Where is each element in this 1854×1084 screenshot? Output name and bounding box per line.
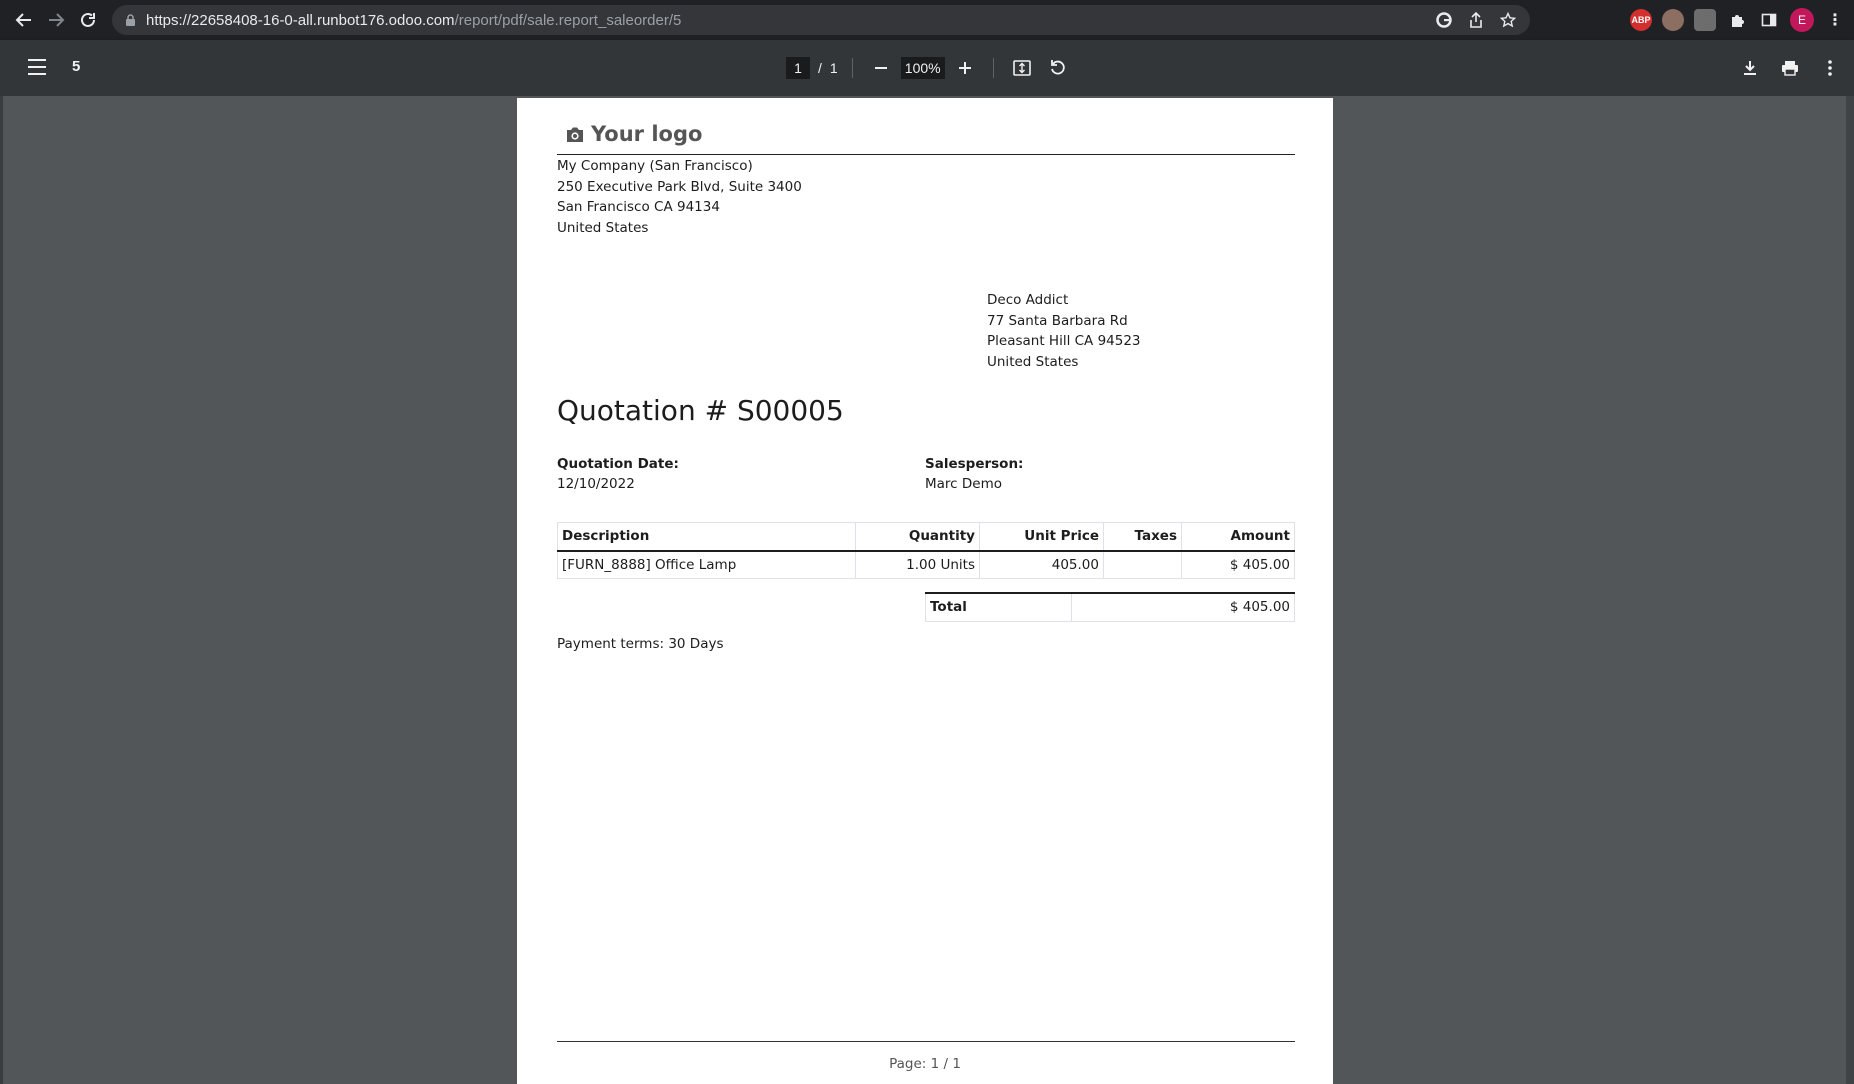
download-button[interactable] — [1736, 54, 1764, 82]
table-header-row — [558, 523, 1295, 551]
company-address — [557, 156, 802, 238]
page-zoom-controls — [786, 54, 1072, 82]
extension-icon[interactable] — [1694, 9, 1716, 31]
side-panel-icon[interactable] — [1758, 9, 1780, 31]
column-header: Description — [558, 523, 856, 551]
profile-avatar[interactable]: E — [1790, 8, 1814, 32]
page-count: 1 — [829, 60, 838, 76]
column-header: Amount — [1182, 523, 1295, 551]
address-line: 250 Executive Park Blvd, Suite 3400 — [557, 178, 802, 195]
zoom-out-button[interactable] — [867, 54, 895, 82]
quotation-title: Quotation # S00005 — [557, 394, 844, 427]
minus-icon — [874, 61, 888, 75]
page-number-input[interactable]: 1 — [786, 57, 810, 79]
header-divider — [557, 154, 1295, 155]
quotation-date — [557, 454, 679, 494]
salesperson-value: Marc Demo — [925, 476, 1002, 492]
payment-terms: Payment terms: 30 Days — [557, 636, 724, 652]
address-line: United States — [557, 219, 649, 236]
total-label: Total — [926, 593, 1072, 621]
arrow-right-icon — [47, 11, 65, 29]
cell-taxes — [1104, 551, 1182, 579]
page-footer: Page: 1 / 1 — [889, 1056, 961, 1072]
camera-icon — [565, 126, 585, 143]
kebab-menu-icon — [1828, 60, 1832, 76]
address-line: United States — [987, 353, 1079, 370]
customer-address — [987, 290, 1141, 372]
cell-amount: $ 405.00 — [1182, 551, 1295, 579]
salesperson — [925, 454, 1023, 494]
address-line: Pleasant Hill CA 94523 — [987, 333, 1141, 349]
total-value: $ 405.00 — [1072, 593, 1295, 621]
share-icon[interactable] — [1466, 10, 1486, 30]
browser-toolbar — [0, 0, 1854, 40]
total-row — [926, 593, 1295, 621]
divider — [993, 58, 994, 78]
extensions-area — [1630, 8, 1846, 32]
address-line: My Company (San Francisco) — [557, 158, 753, 174]
reload-button[interactable] — [74, 6, 102, 34]
address-line: San Francisco CA 94134 — [557, 199, 720, 215]
fit-page-button[interactable] — [1008, 54, 1036, 82]
extension-icon[interactable] — [1662, 9, 1684, 31]
forward-button[interactable] — [42, 6, 70, 34]
more-options-button[interactable] — [1816, 54, 1844, 82]
totals-table — [925, 592, 1295, 622]
salesperson-label: Salesperson: — [925, 456, 1024, 472]
address-line: Deco Addict — [987, 292, 1069, 308]
puzzle-icon[interactable] — [1726, 9, 1748, 31]
lock-icon — [124, 14, 136, 26]
logo-text: Your logo — [591, 122, 703, 146]
column-header: Taxes — [1104, 523, 1182, 551]
back-button[interactable] — [10, 6, 38, 34]
pdf-page — [517, 98, 1333, 1084]
company-logo — [565, 122, 702, 146]
print-button[interactable] — [1776, 54, 1804, 82]
zoom-level-input[interactable]: 100% — [901, 57, 945, 79]
document-title: 5 — [72, 58, 81, 75]
vertical-scrollbar[interactable] — [1846, 96, 1854, 1084]
pdf-toolbar — [0, 40, 1854, 96]
zoom-in-button[interactable] — [951, 54, 979, 82]
date-value: 12/10/2022 — [557, 476, 635, 492]
reload-icon — [79, 11, 97, 29]
rotate-ccw-icon — [1049, 59, 1067, 77]
rotate-button[interactable] — [1044, 54, 1072, 82]
url-text: https://22658408-16-0-all.runbot176.odoo.com/report/pdf/sale.report_saleorder/5 — [146, 11, 682, 29]
divider — [852, 58, 853, 78]
cell-description: [FURN_8888] Office Lamp — [558, 551, 856, 579]
page-separator: / — [818, 60, 822, 76]
cell-unit-price: 405.00 — [980, 551, 1104, 579]
sidebar-menu-button[interactable] — [24, 54, 50, 80]
date-label: Quotation Date: — [557, 456, 679, 472]
plus-icon — [958, 61, 972, 75]
fit-to-page-icon — [1013, 60, 1031, 76]
hamburger-icon — [28, 59, 46, 61]
order-lines-table — [557, 522, 1295, 579]
cell-quantity: 1.00 Units — [856, 551, 980, 579]
printer-icon — [1781, 60, 1799, 76]
bookmark-star-icon[interactable] — [1498, 10, 1518, 30]
address-bar[interactable] — [112, 5, 1530, 35]
left-edge — [0, 96, 3, 1084]
arrow-left-icon — [15, 11, 33, 29]
address-line: 77 Santa Barbara Rd — [987, 312, 1128, 329]
kebab-menu-icon[interactable]: ⋮ — [1827, 12, 1843, 29]
google-icon[interactable] — [1434, 10, 1454, 30]
download-icon — [1742, 60, 1758, 76]
pdf-actions — [1736, 54, 1844, 82]
footer-divider — [557, 1041, 1295, 1042]
column-header: Quantity — [856, 523, 980, 551]
adblock-extension-icon[interactable]: ABP — [1630, 9, 1652, 31]
column-header: Unit Price — [980, 523, 1104, 551]
table-row — [558, 551, 1295, 579]
